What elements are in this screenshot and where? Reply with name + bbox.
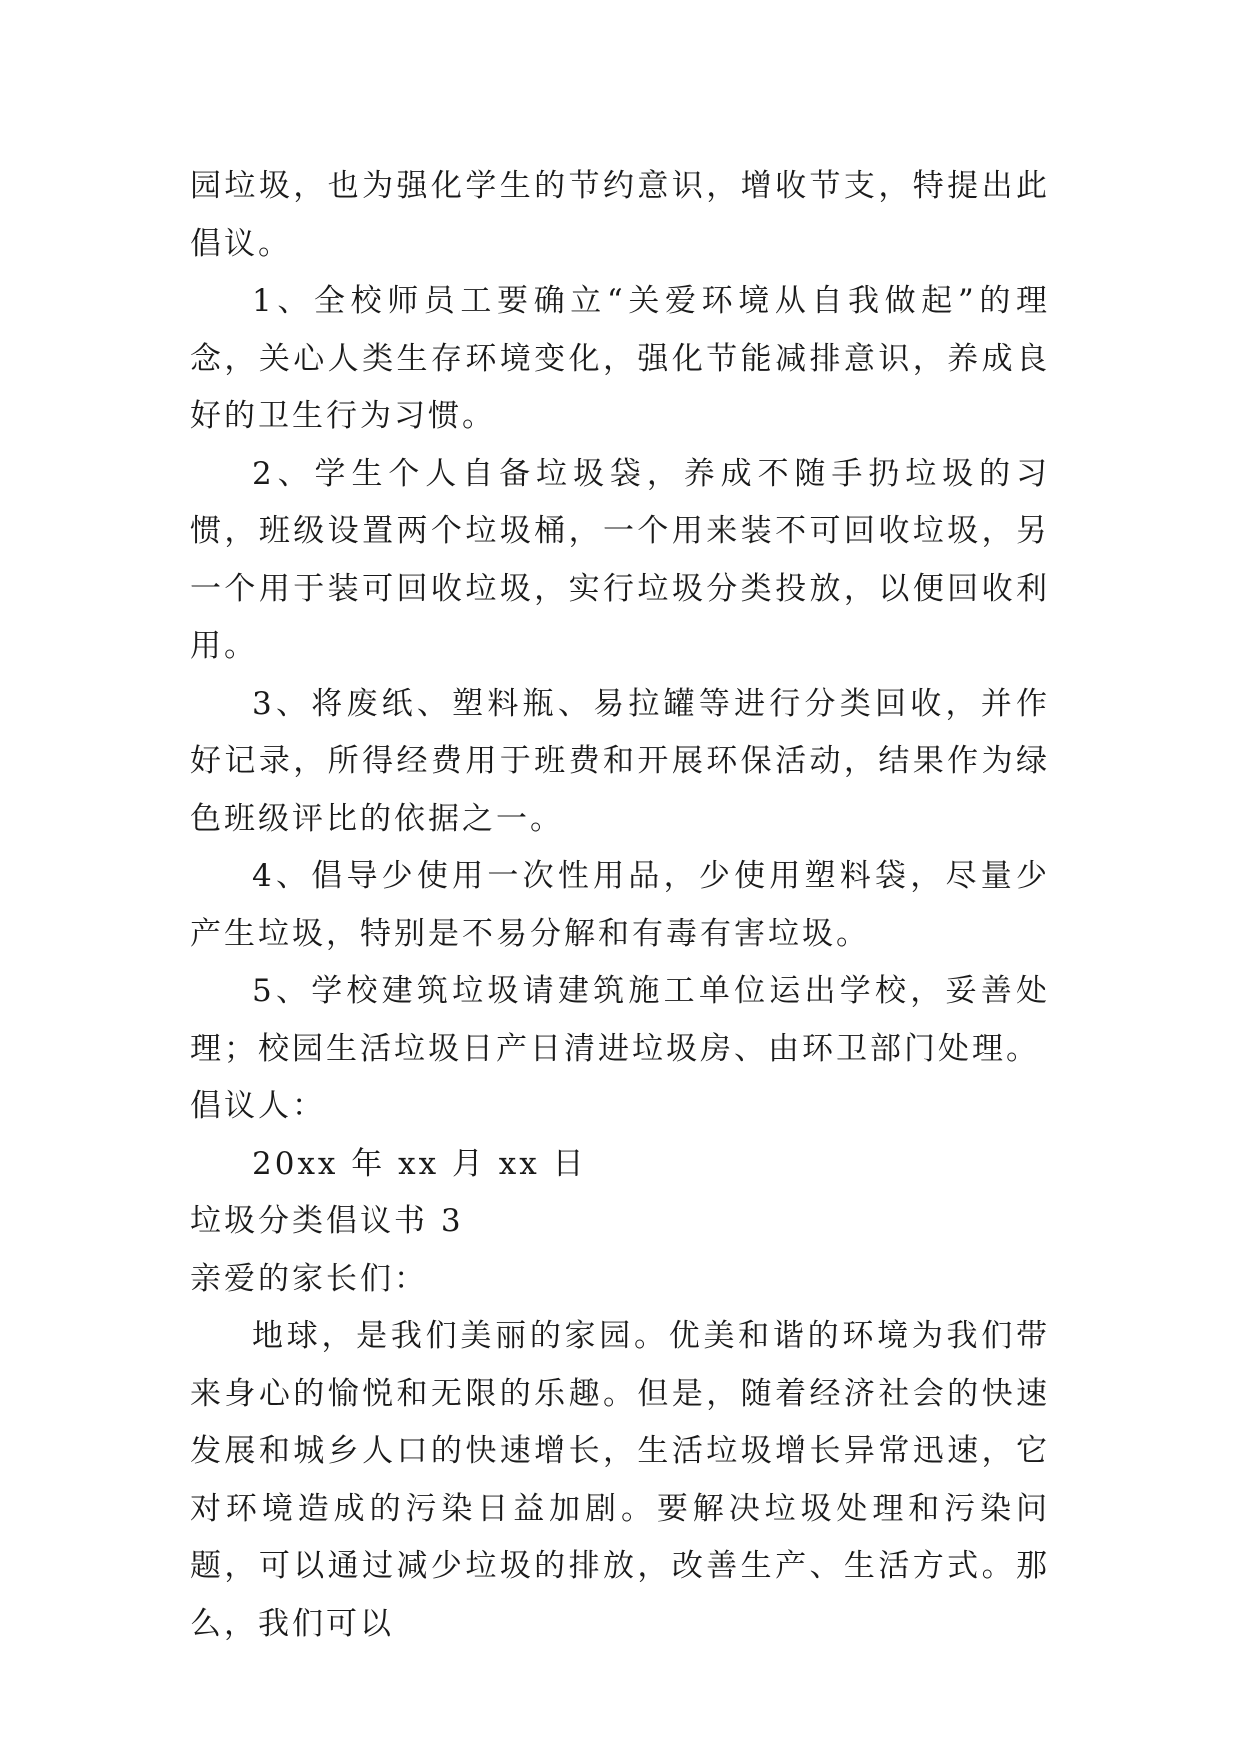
paragraph-item-1: 1、全校师员工要确立“关爱环境从自我做起”的理念，关心人类生存环境变化，强化节能减排意识，养成良好的卫生行为习惯。 bbox=[190, 283, 1050, 434]
document-body bbox=[190, 158, 1050, 1653]
section-title: 垃圾分类倡议书 3 bbox=[190, 1203, 464, 1239]
date-line: 20xx 年 xx 月 xx 日 bbox=[252, 1145, 587, 1182]
paragraph-intro-continuation: 园垃圾，也为强化学生的节约意识，增收节支，特提出此倡议。 bbox=[190, 168, 1050, 262]
paragraph-item-2: 2、学生个人自备垃圾袋，养成不随手扔垃圾的习惯，班级设置两个垃圾桶，一个用来装不可回收垃圾，另一个用于装可回收垃圾，实行垃圾分类投放，以便回收利用。 bbox=[190, 455, 1050, 664]
paragraph-item-3: 3、将废纸、塑料瓶、易拉罐等进行分类回收，并作好记录，所得经费用于班费和开展环保活动，结果作为绿色班级评比的依据之一。 bbox=[190, 685, 1050, 837]
salutation: 亲爱的家长们： bbox=[190, 1260, 428, 1297]
proposer-label: 倡议人： bbox=[190, 1088, 326, 1124]
paragraph-item-4: 4、倡导少使用一次性用品，少使用塑料袋，尽量少产生垃圾，特别是不易分解和有毒有害垃圾。 bbox=[190, 858, 1050, 952]
paragraph-item-5: 5、学校建筑垃圾请建筑施工单位运出学校，妥善处理；校园生活垃圾日产日清进垃圾房、由环卫部门处理。 bbox=[190, 973, 1050, 1067]
paragraph-body: 地球，是我们美丽的家园。优美和谐的环境为我们带来身心的愉悦和无限的乐趣。但是，随着经济社会的快速发展和城乡人口的快速增长，生活垃圾增长异常迅速，它对环境造成的污染日益加剧。要解决垃圾处理和污染问题，可以通过减少垃圾的排放，改善生产、生活方式。那么，我们可以 bbox=[190, 1318, 1050, 1642]
